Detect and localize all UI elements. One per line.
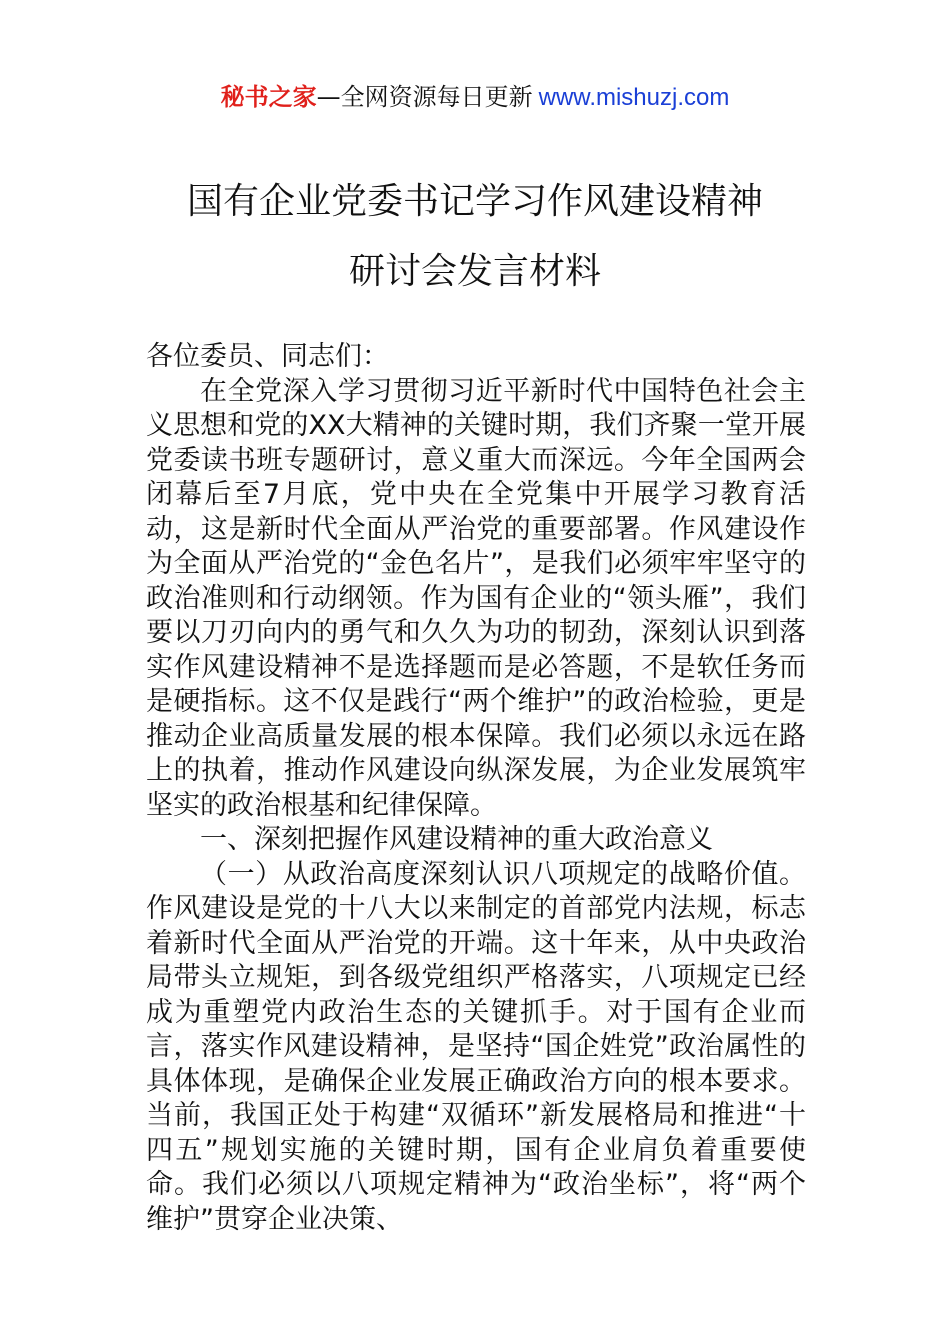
section-heading-1: 一、深刻把握作风建设精神的重大政治意义 bbox=[200, 824, 713, 855]
site-url-link[interactable]: www.mishuzj.com bbox=[538, 84, 730, 111]
document-body bbox=[146, 340, 806, 1237]
paragraph-intro: 在全党深入学习贯彻习近平新时代中国特色社会主义思想和党的XX大精神的关键时期，我们齐聚一堂开展党委读书班专题研讨，意义重大而深远。今年全国两会闭幕后至7月底，党中央在全党集中开展学习教育活动，这是新时代全面从严治党的重要部署。作风建设作为全面从严治党的“金色名片”，是我们必须牢牢坚守的政治准则和行动纲领。作为国有企业的“领头雁”，我们要以刀刃向内的勇气和久久为功的韧劲，深刻认识到落实作风建设精神不是选择题而是必答题，不是软任务而是硬指标。这不仅是践行“两个维护”的政治检验，更是推动企业高质量发展的根本保障。我们必须以永远在路上的执着，推动作风建设向纵深发展，为企业发展筑牢坚实的政治根基和纪律保障。 bbox=[146, 375, 806, 821]
salutation: 各位委员、同志们： bbox=[146, 341, 389, 372]
site-header bbox=[0, 80, 950, 115]
site-brand: 秘书之家 bbox=[220, 83, 317, 111]
document-title-line-2: 研讨会发言材料 bbox=[348, 251, 601, 292]
header-dash: — bbox=[316, 83, 341, 111]
header-tagline: 全网资源每日更新 bbox=[340, 83, 533, 111]
document-title-line-1: 国有企业党委书记学习作风建设精神 bbox=[186, 181, 763, 222]
paragraph-section-1-1: （一）从政治高度深刻认识八项规定的战略价值。作风建设是党的十八大以来制定的首部党内法规，标志着新时代全面从严治党的开端。这十年来，从中央政治局带头立规矩，到各级党组织严格落实，八项规定已经成为重塑党内政治生态的关键抓手。对于国有企业而言，落实作风建设精神，是坚持“国企姓党”政治属性的具体体现，是确保企业发展正确政治方向的根本要求。当前，我国正处于构建“双循环”新发展格局和推进“十四五”规划实施的关键时期，国有企业肩负着重要使命。我们必须以八项规定精神为“政治坐标”，将“两个维护”贯穿企业决策、 bbox=[146, 858, 806, 1235]
